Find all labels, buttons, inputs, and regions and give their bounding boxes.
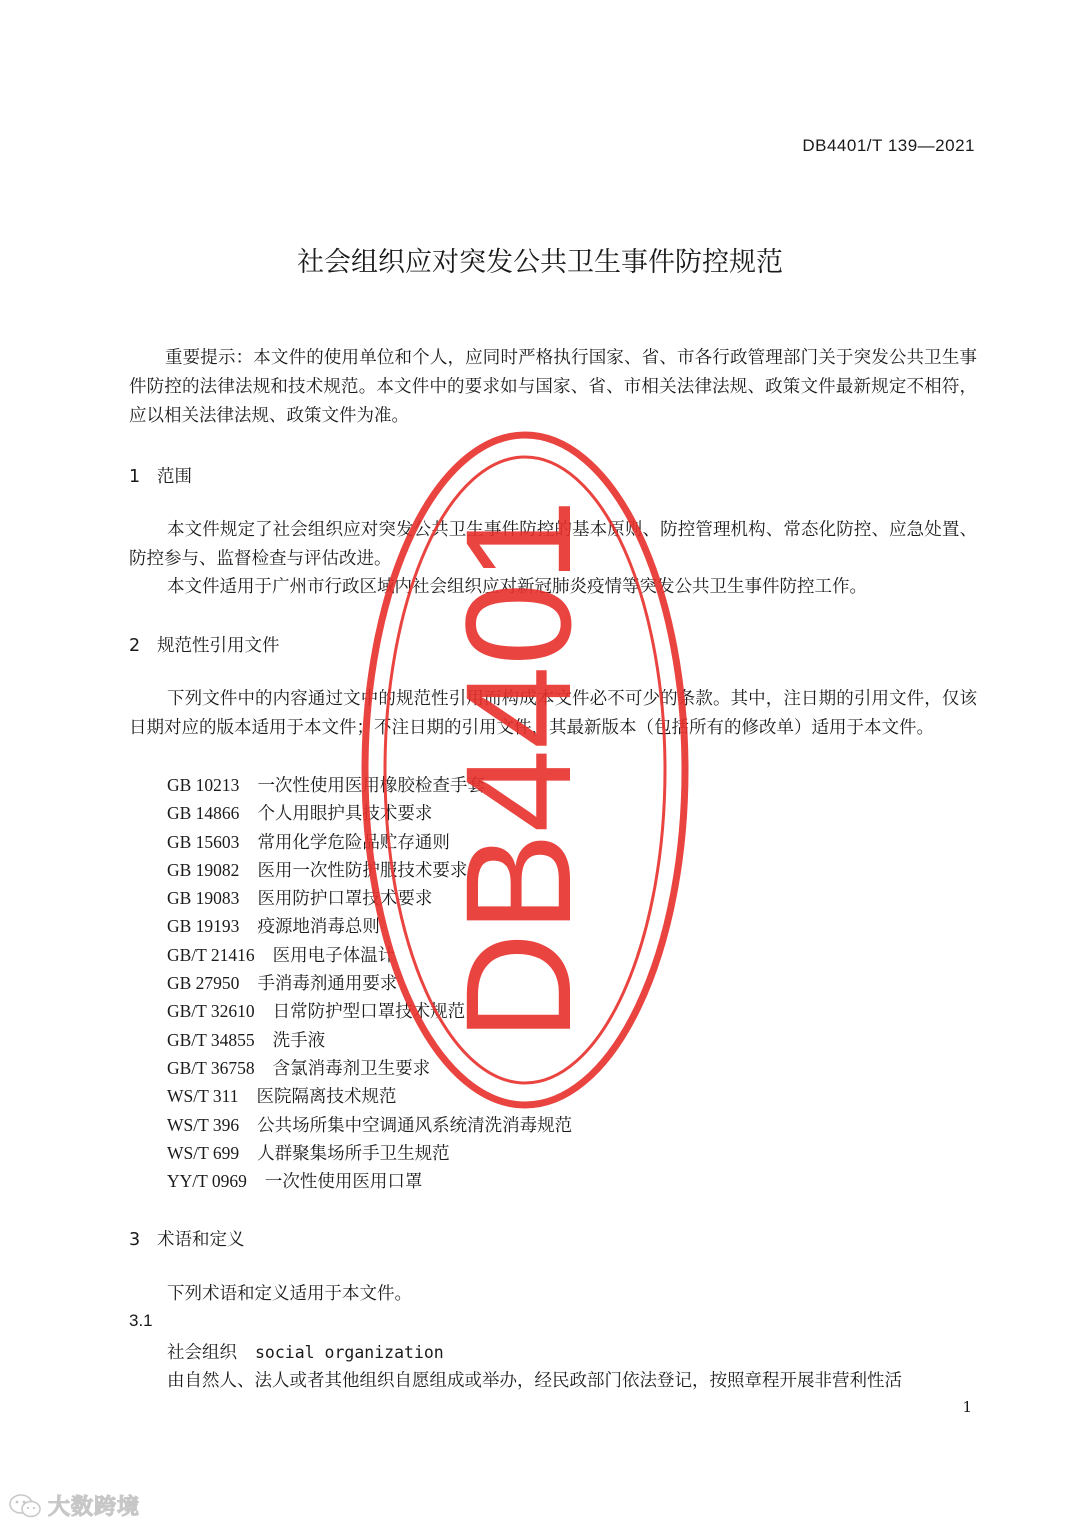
reference-item <box>167 997 572 1025</box>
reference-item <box>167 884 572 912</box>
document-title: 社会组织应对突发公共卫生事件防控规范 <box>297 247 783 278</box>
reference-code: GB/T 32610 <box>167 1001 255 1022</box>
important-notice: 重要提示：本文件的使用单位和个人，应同时严格执行国家、省、市各行政管理部门关于突发公共卫生事件防控的法律法规和技术规范。本文件中的要求如与国家、省、市相关法律法规、政策文件最新规定不相符，应以相关法律法规、政策文件为准。 <box>129 348 977 426</box>
reference-code: GB/T 34855 <box>167 1029 255 1050</box>
section-1-heading <box>129 463 192 488</box>
reference-title: 一次性使用医用橡胶检查手套 <box>257 776 485 796</box>
section-title: 规范性引用文件 <box>157 636 280 656</box>
reference-title: 常用化学危险品贮存通则 <box>257 832 450 853</box>
reference-code: GB/T 21416 <box>167 944 255 965</box>
reference-code: GB 19082 <box>167 859 240 880</box>
reference-title: 公共场所集中空调通风系统清洗消毒规范 <box>257 1115 573 1136</box>
reference-item <box>167 1111 572 1139</box>
section-1-paragraph-2: 本文件适用于广州市行政区域内社会组织应对新冠肺炎疫情等突发公共卫生事件防控工作。 <box>167 577 867 597</box>
section-number: 1 <box>129 467 141 487</box>
normative-references-list <box>167 771 572 1195</box>
reference-title: 手消毒剂通用要求 <box>257 974 398 995</box>
page-number: 1 <box>962 1398 972 1416</box>
section-title: 术语和定义 <box>157 1230 245 1250</box>
reference-code: GB 14866 <box>167 803 240 824</box>
reference-item <box>167 771 572 799</box>
reference-code: GB/T 36758 <box>167 1057 255 1078</box>
reference-code: YY/T 0969 <box>167 1171 247 1192</box>
reference-title: 医用电子体温计 <box>272 945 396 966</box>
stamp-text: DB4401 <box>434 498 602 1042</box>
reference-code: GB 19083 <box>167 888 240 909</box>
term-number: 3.1 <box>129 1311 153 1330</box>
reference-title: 医用防护口罩技术要求 <box>257 889 433 910</box>
reference-item <box>167 912 572 940</box>
reference-code: WS/T 396 <box>167 1114 240 1135</box>
watermark-text: 大数跨境 <box>48 1495 141 1520</box>
reference-item <box>167 799 572 827</box>
reference-title: 医用一次性防护服技术要求 <box>257 860 468 881</box>
reference-item <box>167 1139 572 1167</box>
term-name-english: social organization <box>255 1343 444 1362</box>
section-1-paragraph-1: 本文件规定了社会组织应对突发公共卫生事件防控的基本原则、防控管理机构、常态化防控、应急处置、防控参与、监督检查与评估改进。 <box>129 520 977 569</box>
term-name <box>167 1339 444 1364</box>
reference-code: GB 27950 <box>167 973 240 994</box>
reference-item <box>167 828 572 856</box>
reference-code: GB 19193 <box>167 916 240 937</box>
term-name-chinese: 社会组织 <box>167 1343 237 1363</box>
reference-title: 一次性使用医用口罩 <box>264 1172 423 1193</box>
reference-code: GB 10213 <box>167 775 240 795</box>
reference-title: 个人用眼护具技术要求 <box>257 804 433 825</box>
reference-item <box>167 941 572 969</box>
reference-item <box>167 856 572 884</box>
reference-title: 洗手液 <box>272 1030 326 1051</box>
section-3-heading <box>129 1226 245 1251</box>
section-2-heading <box>129 632 280 657</box>
section-number: 2 <box>129 636 141 656</box>
wechat-icon <box>8 1493 42 1519</box>
section-3-paragraph-1: 下列术语和定义适用于本文件。 <box>167 1284 412 1304</box>
section-title: 范围 <box>157 467 192 487</box>
section-number: 3 <box>129 1230 141 1250</box>
section-2-paragraph-1: 下列文件中的内容通过文中的规范性引用而构成本文件必不可少的条款。其中，注日期的引用文件，仅该日期对应的版本适用于本文件；不注日期的引用文件，其最新版本（包括所有的修改单）适用于本文件。 <box>129 689 977 738</box>
watermark <box>8 1490 140 1521</box>
reference-item <box>167 969 572 997</box>
reference-item <box>167 1054 572 1082</box>
reference-code: GB 15603 <box>167 831 240 852</box>
reference-title: 医院隔离技术规范 <box>256 1087 397 1108</box>
reference-title: 日常防护型口罩技术规范 <box>272 1002 466 1023</box>
reference-title: 人群聚集场所手卫生规范 <box>257 1143 450 1164</box>
reference-title: 含氯消毒剂卫生要求 <box>272 1058 431 1079</box>
reference-title: 疫源地消毒总则 <box>257 917 380 938</box>
reference-code: WS/T 699 <box>167 1142 240 1163</box>
reference-code: WS/T 311 <box>167 1086 239 1107</box>
reference-item <box>167 1026 572 1054</box>
document-code: DB4401/T 139—2021 <box>802 136 975 155</box>
reference-item <box>167 1082 572 1110</box>
reference-item <box>167 1167 572 1195</box>
term-definition: 由自然人、法人或者其他组织自愿组成或举办，经民政部门依法登记，按照章程开展非营利性活 <box>167 1371 902 1391</box>
